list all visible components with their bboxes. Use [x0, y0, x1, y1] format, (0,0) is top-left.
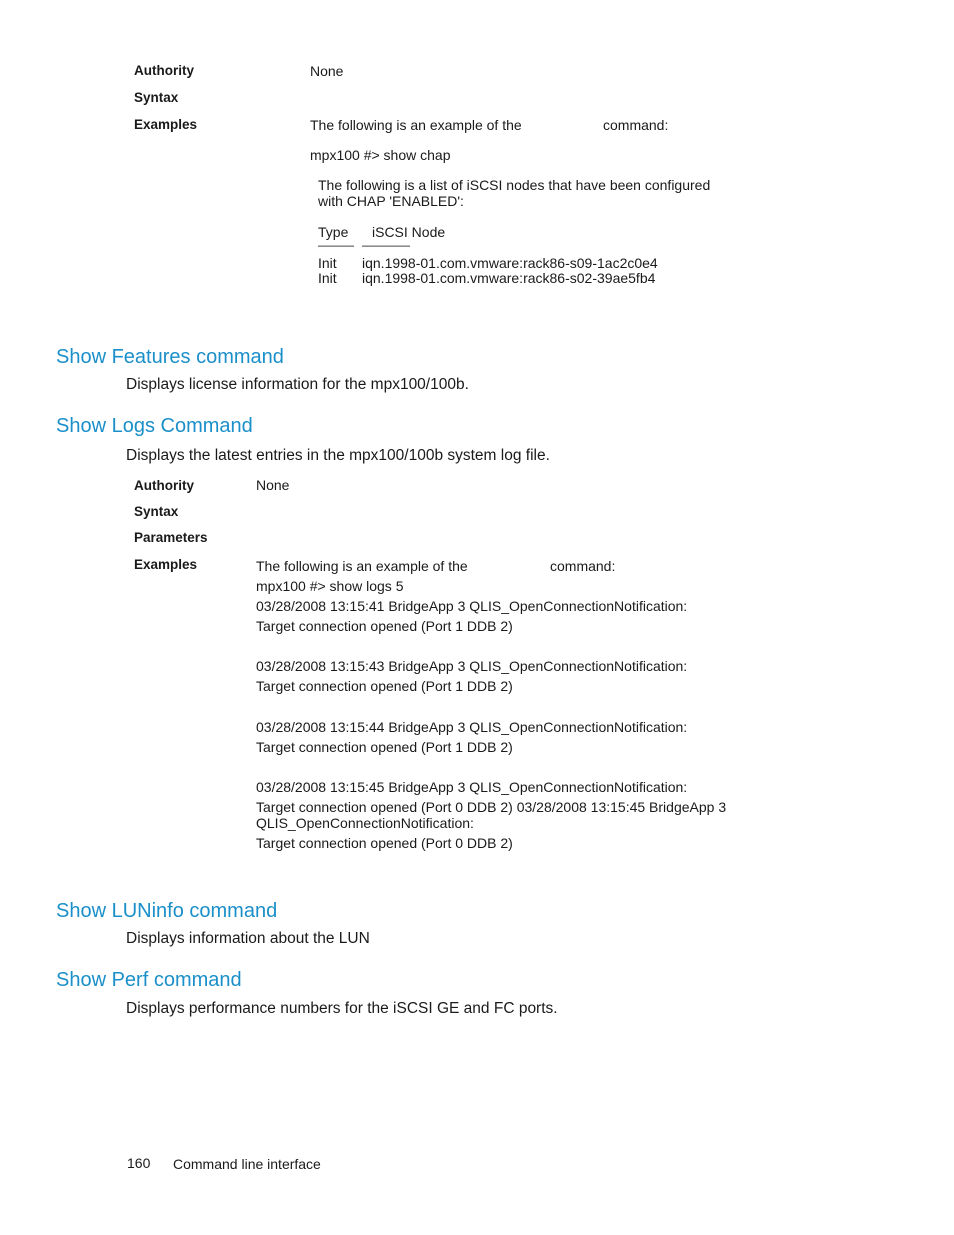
luninfo-heading: Show LUNinfo command — [56, 900, 278, 922]
row-type: Init — [318, 255, 337, 271]
logs-example-intro-command-word: command: — [550, 558, 616, 574]
features-heading: Show Features command — [56, 346, 284, 368]
perf-description: Displays performance numbers for the iSCSI GE and FC ports. — [126, 1000, 558, 1017]
perf-heading: Show Perf command — [56, 969, 242, 991]
log-line: Target connection opened (Port 1 DDB 2) — [256, 618, 513, 634]
authority-value: None — [310, 63, 344, 79]
log-line: Target connection opened (Port 0 DDB 2) — [256, 835, 513, 851]
features-description: Displays license information for the mpx100/100b. — [126, 376, 469, 393]
log-line: 03/28/2008 13:15:45 BridgeApp 3 QLIS_OpenConnectionNotification: — [256, 779, 688, 795]
examples-label: Examples — [134, 117, 198, 132]
log-line: Target connection opened (Port 1 DDB 2) — [256, 678, 513, 694]
column-divider-type: ——— — [318, 238, 354, 252]
logs-authority-label: Authority — [134, 478, 194, 493]
syntax-label: Syntax — [134, 90, 179, 105]
log-line: 03/28/2008 13:15:41 BridgeApp 3 QLIS_OpenConnectionNotification: — [256, 598, 688, 614]
logs-example-command: mpx100 #> show logs 5 — [256, 578, 404, 594]
row-type: Init — [318, 270, 337, 286]
logs-heading: Show Logs Command — [56, 415, 253, 437]
column-divider-node: ———— — [362, 238, 410, 252]
column-header-type: Type — [318, 224, 349, 240]
log-line: 03/28/2008 13:15:44 BridgeApp 3 QLIS_OpenConnectionNotification: — [256, 719, 688, 735]
logs-description: Displays the latest entries in the mpx100/100b system log file. — [126, 447, 550, 464]
logs-example-intro: The following is an example of the — [256, 558, 468, 574]
logs-syntax-label: Syntax — [134, 504, 179, 519]
example-command: mpx100 #> show chap — [310, 147, 451, 163]
output-line: with CHAP 'ENABLED': — [318, 193, 464, 209]
authority-label: Authority — [134, 63, 194, 78]
example-intro: The following is an example of the — [310, 117, 522, 133]
row-node: iqn.1998-01.com.vmware:rack86-s09-1ac2c0e4 — [362, 255, 658, 271]
log-line: Target connection opened (Port 0 DDB 2) 03/28/2008 13:15:45 BridgeApp 3 — [256, 799, 727, 815]
column-header-node: iSCSI Node — [372, 224, 446, 240]
log-line: QLIS_OpenConnectionNotification: — [256, 815, 474, 831]
row-node: iqn.1998-01.com.vmware:rack86-s02-39ae5fb4 — [362, 270, 656, 286]
logs-parameters-label: Parameters — [134, 530, 208, 545]
footer-chapter-title: Command line interface — [173, 1156, 321, 1172]
page-number: 160 — [127, 1155, 151, 1171]
luninfo-description: Displays information about the LUN — [126, 930, 370, 947]
output-line: The following is a list of iSCSI nodes that have been configured — [318, 177, 711, 193]
logs-examples-label: Examples — [134, 557, 198, 572]
log-line: Target connection opened (Port 1 DDB 2) — [256, 739, 513, 755]
example-intro-command-word: command: — [603, 117, 669, 133]
logs-authority-value: None — [256, 477, 290, 493]
log-line: 03/28/2008 13:15:43 BridgeApp 3 QLIS_OpenConnectionNotification: — [256, 658, 688, 674]
